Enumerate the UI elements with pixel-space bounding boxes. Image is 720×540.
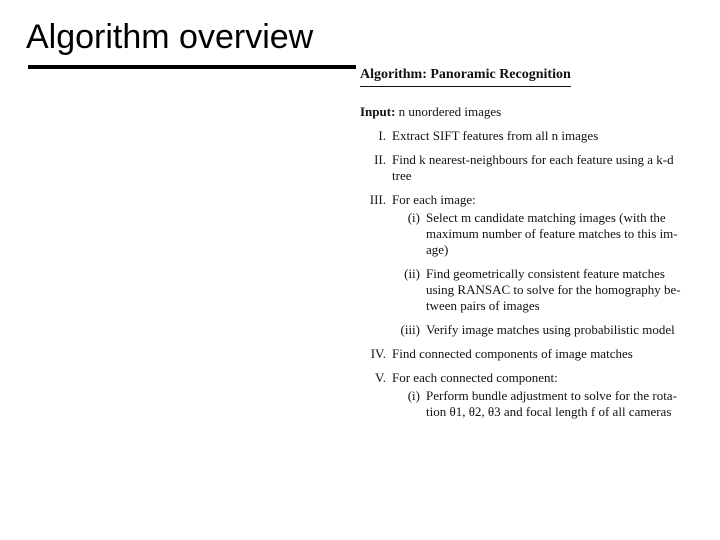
step-text: For each image: [392,192,476,207]
title-underline [28,65,356,69]
algorithm-input [360,104,700,120]
substep-text: age) [426,242,449,257]
algorithm-heading: Algorithm: Panoramic Recognition [360,67,571,87]
substep-number: (i) [407,210,420,225]
input-label: Input: [360,104,396,119]
substep-number: (ii) [404,266,420,281]
step-number: II. [374,152,386,167]
algorithm-steps [360,128,700,420]
substep-3-i [392,210,700,258]
step-5 [360,370,700,420]
step-number: IV. [370,346,386,361]
step-number: III. [369,192,386,207]
substep-number: (iii) [400,322,420,337]
substep-text: using RANSAC to solve for the homography be- [426,282,681,297]
step-text: tree [392,168,412,183]
substep-3-ii [392,266,700,314]
step-1 [360,128,700,144]
input-text: n unordered images [398,104,502,119]
substep-text: Perform bundle adjustment to solve for the rota- [426,388,677,403]
substep-number: (i) [407,388,420,403]
step-text: For each connected component: [392,370,558,385]
substep-text: Select m candidate matching images (with the [426,210,666,225]
step-2 [360,152,700,184]
slide-title: Algorithm overview [26,18,314,56]
step-3 [360,192,700,338]
substep-text: tween pairs of images [426,298,540,313]
substep-text: Verify image matches using probabilistic model [426,322,675,337]
step-text: Extract SIFT features from all n images [392,128,599,143]
substep-3-iii [392,322,700,338]
step-number: I. [378,128,386,143]
substep-5-i [392,388,700,420]
algorithm-box [360,66,700,420]
step-text: Find connected components of image matches [392,346,633,361]
step-4 [360,346,700,362]
substep-text: Find geometrically consistent feature matches [426,266,665,281]
substep-text: maximum number of feature matches to this im- [426,226,678,241]
substep-text: tion θ1, θ2, θ3 and focal length f of all cameras [426,404,672,419]
step-text: Find k nearest-neighbours for each feature using a k-d [392,152,674,167]
step-number: V. [375,370,386,385]
